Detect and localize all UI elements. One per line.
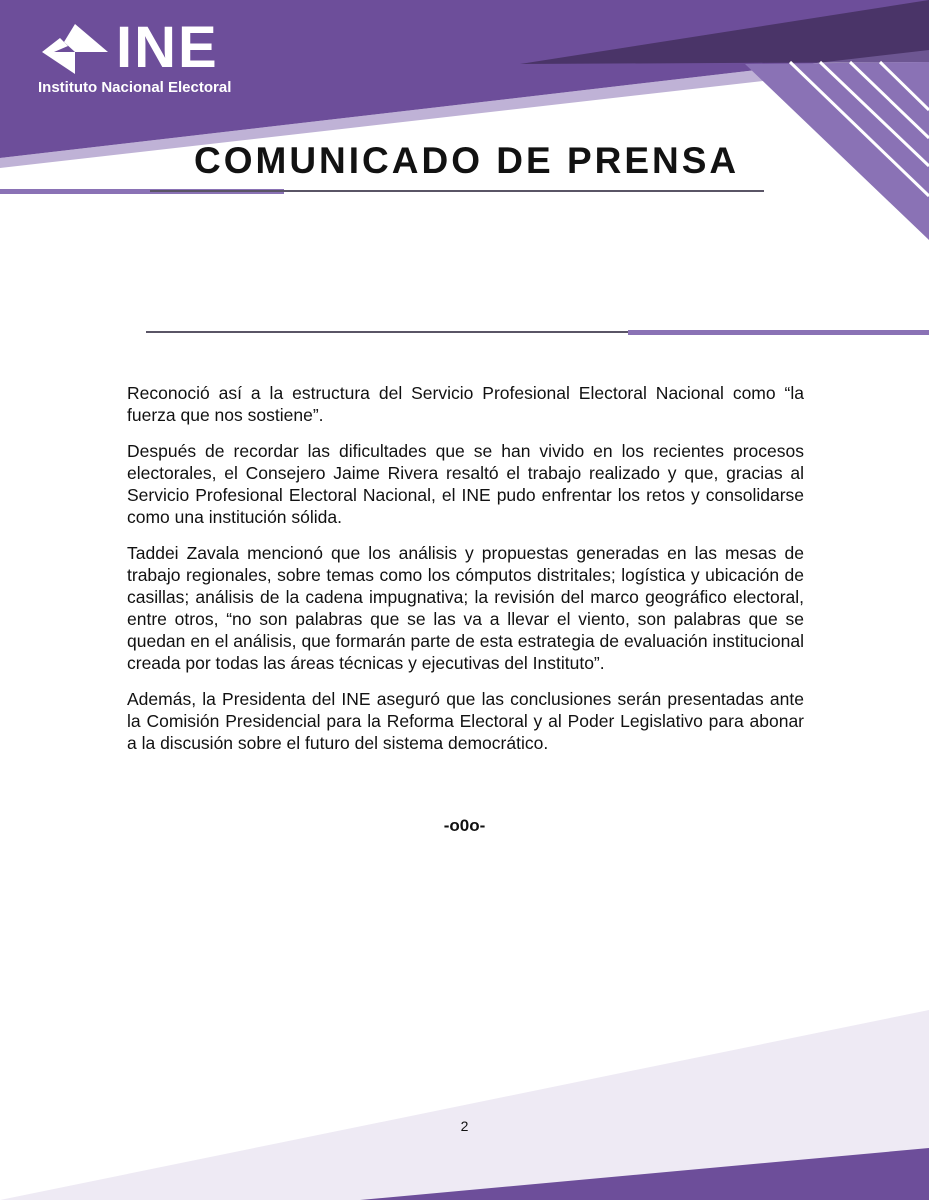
right-wedge (745, 62, 929, 240)
separator-rule-accent (628, 330, 929, 335)
logo-subtitle: Instituto Nacional Electoral (38, 79, 232, 96)
closing-mark: -o0o- (443, 816, 486, 835)
heading-rule (150, 190, 764, 192)
ine-logo-icon (40, 22, 110, 76)
paragraph: Reconoció así a la estructura del Servicio Profesional Electoral Nacional como “la fuerza que nos sostiene”. (127, 383, 804, 425)
paragraph: Taddei Zavala mencionó que los análisis y propuestas generadas en las mesas de trabajo regionales, sobre temas como los cómputos distritales; logística y ubicación de casillas; análisis de la cadena impugnativa; la revisión del marco geográfico electoral, entre otros, “no son palabras que se las va a llevar el viento, son palabras que se quedan en el análisis, que formarán parte de esta estrategia de evaluación institucional creada por todas las áreas técnicas y ejecutivas del Instituto”. (127, 543, 804, 673)
paragraph: Además, la Presidenta del INE aseguró que las conclusiones serán presentadas ante la Comisión Presidencial para la Reforma Electoral y al Poder Legislativo para abonar a la discusión sobre el futuro del sistema democrático. (127, 689, 804, 753)
logo-text: INE (116, 15, 219, 80)
body-text (127, 382, 804, 768)
document-heading: COMUNICADO DE PRENSA (194, 140, 740, 181)
page-number: 2 (460, 1118, 469, 1134)
paragraph: Después de recordar las dificultades que se han vivido en los recientes procesos electorales, el Consejero Jaime Rivera resaltó el trabajo realizado y que, gracias al Servicio Profesional Electoral Nacional, el INE pudo enfrentar los retos y consolidarse como una institución sólida. (127, 441, 804, 527)
